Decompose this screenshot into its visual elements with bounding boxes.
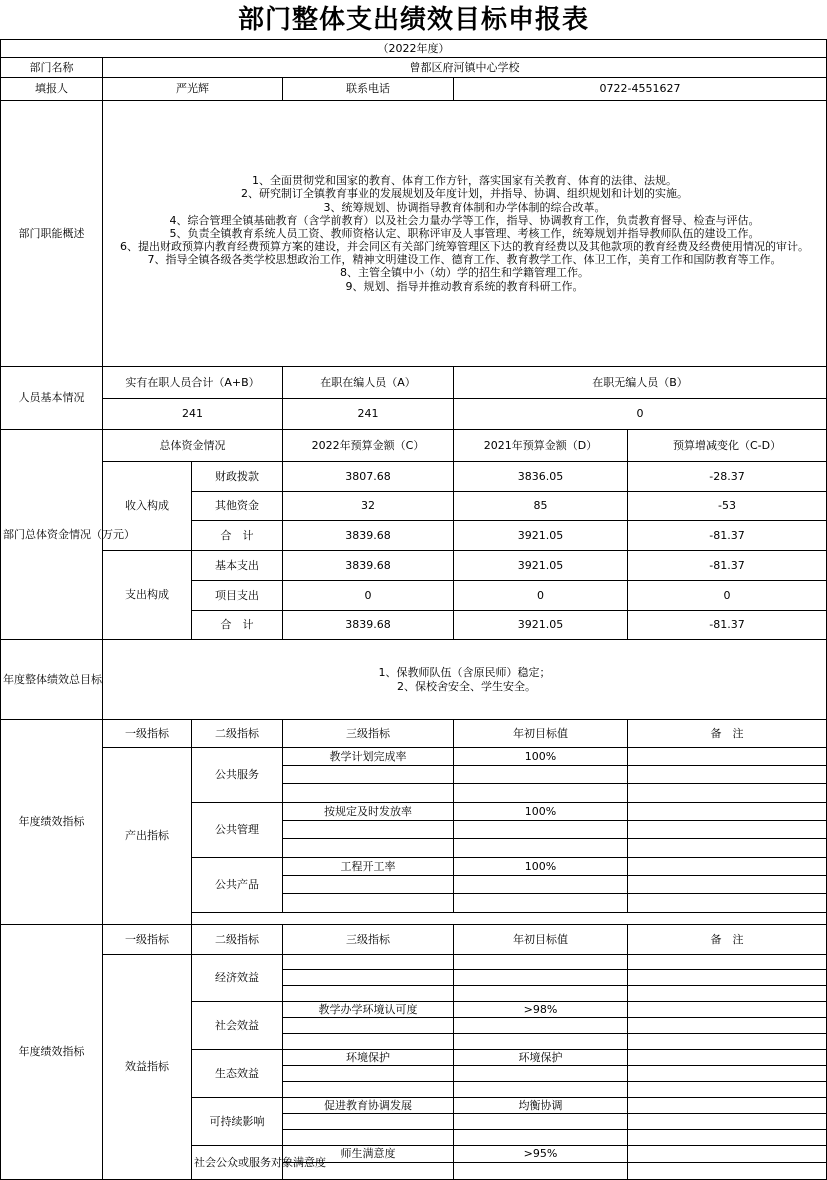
perf2-l2: 经济效益: [192, 955, 283, 1002]
funds-2021-header: 2021年预算金额（D）: [454, 430, 628, 462]
perf1-note[interactable]: [628, 766, 827, 784]
duty-line: 1、全面贯彻党和国家的教育、体育工作方针，落实国家有关教育、体育的法律、法规。: [252, 174, 678, 188]
perf1-l2: 公共管理: [192, 803, 283, 858]
dept-name-value[interactable]: 曾都区府河镇中心学校: [103, 58, 827, 78]
perf2-l3[interactable]: [283, 955, 454, 970]
staff-total-header: 实有在职人员合计（A+B）: [103, 367, 283, 399]
staff-label: 人员基本情况: [1, 367, 103, 430]
perf1-target[interactable]: [454, 839, 628, 858]
funds-label: 部门总体资金情况（万元）: [1, 430, 103, 640]
perf1-l1-header: 一级指标: [103, 720, 192, 748]
perf2-note[interactable]: [628, 955, 827, 970]
perf2-target[interactable]: [454, 1034, 628, 1050]
perf2-target[interactable]: >98%: [454, 1002, 628, 1018]
perf1-note[interactable]: [628, 784, 827, 803]
funds-change-header: 预算增减变化（C-D）: [628, 430, 827, 462]
staff-a-value[interactable]: 241: [283, 399, 454, 430]
perf2-target[interactable]: >95%: [454, 1146, 628, 1163]
filler-value[interactable]: 严光辉: [103, 78, 283, 101]
perf2-target[interactable]: [454, 1114, 628, 1130]
perf2-target[interactable]: 均衡协调: [454, 1098, 628, 1114]
funds-value-2022[interactable]: 3839.68: [283, 611, 454, 640]
perf1-l3[interactable]: 工程开工率: [283, 858, 454, 876]
staff-b-value[interactable]: 0: [454, 399, 827, 430]
funds-value-2022[interactable]: 3839.68: [283, 551, 454, 581]
annual-goal-label: 年度整体绩效总目标: [1, 640, 103, 720]
perf2-target[interactable]: [454, 986, 628, 1002]
perf2-target[interactable]: [454, 1018, 628, 1034]
funds-value-2022[interactable]: 3839.68: [283, 521, 454, 551]
funds-item: 项目支出: [192, 581, 283, 611]
funds-overall-header: 总体资金情况: [103, 430, 283, 462]
funds-value-change[interactable]: -81.37: [628, 611, 827, 640]
perf2-note[interactable]: [628, 1098, 827, 1114]
perf1-target[interactable]: [454, 766, 628, 784]
funds-value-change[interactable]: -81.37: [628, 551, 827, 581]
duties-label: 部门职能概述: [1, 101, 103, 367]
perf1-l2: 公共服务: [192, 748, 283, 803]
perf1-note[interactable]: [628, 858, 827, 876]
year-label: （2022年度）: [1, 40, 827, 58]
funds-value-change[interactable]: -53: [628, 492, 827, 521]
perf2-l3-header: 三级指标: [283, 925, 454, 955]
perf1-target[interactable]: [454, 894, 628, 913]
perf2-note[interactable]: [628, 1130, 827, 1146]
perf1-l2-header: 二级指标: [192, 720, 283, 748]
perf2-l3[interactable]: 促进教育协调发展: [283, 1098, 454, 1114]
perf1-target[interactable]: [454, 821, 628, 839]
perf2-l2-header: 二级指标: [192, 925, 283, 955]
duty-line: 6、提出财政预算内教育经费预算方案的建设，并会同区有关部门统筹管理区下达的教育经费以及其他款项的教育经费及经费使用情况的审计。: [120, 240, 810, 254]
perf2-target[interactable]: [454, 1066, 628, 1082]
perf1-note[interactable]: [628, 876, 827, 894]
perf2-note[interactable]: [628, 1018, 827, 1034]
perf2-note[interactable]: [628, 986, 827, 1002]
funds-value-2022[interactable]: 0: [283, 581, 454, 611]
duty-line: 4、综合管理全镇基础教育（含学前教育）以及社会力量办学等工作，指导、协调教育工作，负责教育督导、检查与评估。: [169, 213, 760, 227]
perf2-l2: 生态效益: [192, 1050, 283, 1098]
funds-2022-header: 2022年预算金额（C）: [283, 430, 454, 462]
perf2-l3[interactable]: [283, 1114, 454, 1130]
perf1-l3[interactable]: [283, 894, 454, 913]
perf2-note[interactable]: [628, 1082, 827, 1098]
funds-value-2022[interactable]: 3807.68: [283, 462, 454, 492]
perf1-target[interactable]: 100%: [454, 748, 628, 766]
filler-label: 填报人: [1, 78, 103, 101]
perf1-target[interactable]: [454, 876, 628, 894]
perf2-note[interactable]: [628, 1163, 827, 1180]
funds-value-2021[interactable]: 3836.05: [454, 462, 628, 492]
funds-value-2021[interactable]: 3921.05: [454, 551, 628, 581]
duty-line: 8、主管全镇中小（幼）学的招生和学籍管理工作。: [340, 266, 590, 280]
perf2-l3[interactable]: [283, 970, 454, 986]
annual-goal-text[interactable]: [103, 640, 827, 720]
perf2-target[interactable]: [454, 955, 628, 970]
funds-value-2021[interactable]: 0: [454, 581, 628, 611]
perf2-note[interactable]: [628, 1050, 827, 1066]
perf1-spacer-row: [192, 913, 827, 925]
perf1-target[interactable]: [454, 784, 628, 803]
duty-line: 2、研究制订全镇教育事业的发展规划及年度计划，并指导、协调、组织规划和计划的实施。: [241, 187, 689, 201]
funds-value-2021[interactable]: 3921.05: [454, 521, 628, 551]
perf1-target-header: 年初目标值: [454, 720, 628, 748]
perf1-note[interactable]: [628, 803, 827, 821]
duty-line: 5、负责全镇教育系统人员工资、教师资格认定、职称评审及人事管理、考核工作，统筹规划并指导教师队伍的建设工作。: [169, 226, 760, 240]
form-table: [0, 39, 827, 1180]
perf2-target[interactable]: [454, 1163, 628, 1180]
perf2-l3[interactable]: [283, 1066, 454, 1082]
perf2-l2: 社会公众或服务对象满意度: [192, 1146, 283, 1180]
perf1-l3-header: 三级指标: [283, 720, 454, 748]
perf2-l3[interactable]: [283, 1082, 454, 1098]
duties-text[interactable]: [103, 101, 827, 367]
perf2-l3[interactable]: [283, 1018, 454, 1034]
perf1-l3[interactable]: 教学计划完成率: [283, 748, 454, 766]
perf2-l1: 效益指标: [103, 955, 192, 1180]
duty-line: 7、指导全镇各级各类学校思想政治工作，精神文明建设工作、德育工作、教育教学工作、体卫工作，美育工作和国防教育等工作。: [147, 253, 782, 267]
funds-item: 其他资金: [192, 492, 283, 521]
staff-total-value[interactable]: 241: [103, 399, 283, 430]
funds-value-2022[interactable]: 32: [283, 492, 454, 521]
funds-value-change[interactable]: -28.37: [628, 462, 827, 492]
funds-value-2021[interactable]: 3921.05: [454, 611, 628, 640]
perf1-target[interactable]: 100%: [454, 858, 628, 876]
duty-line: 9、规划、指导并推动教育系统的教育科研工作。: [345, 279, 584, 293]
perf2-note[interactable]: [628, 970, 827, 986]
perf1-l3[interactable]: [283, 839, 454, 858]
perf2-l3[interactable]: [283, 986, 454, 1002]
funds-item: 基本支出: [192, 551, 283, 581]
expense-label: 支出构成: [103, 551, 192, 640]
perf1-note[interactable]: [628, 839, 827, 858]
perf2-note[interactable]: [628, 1034, 827, 1050]
funds-value-change[interactable]: -81.37: [628, 521, 827, 551]
perf1-note[interactable]: [628, 821, 827, 839]
perf2-l2: 可持续影响: [192, 1098, 283, 1146]
funds-item: 财政拨款: [192, 462, 283, 492]
funds-item: 合 计: [192, 611, 283, 640]
perf2-l3[interactable]: 环境保护: [283, 1050, 454, 1066]
perf2-note[interactable]: [628, 1066, 827, 1082]
perf1-target[interactable]: 100%: [454, 803, 628, 821]
perf2-note[interactable]: [628, 1002, 827, 1018]
perf2-target-header: 年初目标值: [454, 925, 628, 955]
perf2-l3[interactable]: [283, 1034, 454, 1050]
perf2-target[interactable]: [454, 970, 628, 986]
perf2-l1-header: 一级指标: [103, 925, 192, 955]
perf1-l3[interactable]: [283, 784, 454, 803]
perf1-l3[interactable]: [283, 821, 454, 839]
phone-value[interactable]: 0722-4551627: [454, 78, 827, 101]
perf2-note[interactable]: [628, 1114, 827, 1130]
perf2-l3[interactable]: 师生满意度: [283, 1146, 454, 1163]
perf1-note[interactable]: [628, 748, 827, 766]
perf2-target[interactable]: [454, 1130, 628, 1146]
form-title: 部门整体支出绩效目标申报表: [0, 0, 827, 40]
perf1-l3[interactable]: [283, 766, 454, 784]
staff-a-header: 在职在编人员（A）: [283, 367, 454, 399]
perf2-target[interactable]: [454, 1082, 628, 1098]
perf1-note[interactable]: [628, 894, 827, 913]
perf1-label: 年度绩效指标: [1, 720, 103, 925]
goal-line: 1、保教师队伍（含原民师）稳定；: [378, 666, 551, 680]
income-label: 收入构成: [103, 462, 192, 551]
funds-value-2021[interactable]: 85: [454, 492, 628, 521]
goal-line: 2、保校舍安全、学生安全。: [397, 679, 537, 693]
perf2-note-header: 备 注: [628, 925, 827, 955]
perf1-l1: 产出指标: [103, 748, 192, 925]
perf2-l3[interactable]: [283, 1130, 454, 1146]
funds-value-change[interactable]: 0: [628, 581, 827, 611]
perf1-note-header: 备 注: [628, 720, 827, 748]
funds-item: 合 计: [192, 521, 283, 551]
perf1-l2: 公共产品: [192, 858, 283, 913]
perf1-l3[interactable]: [283, 876, 454, 894]
perf2-l3[interactable]: 教学办学环境认可度: [283, 1002, 454, 1018]
staff-b-header: 在职无编人员（B）: [454, 367, 827, 399]
phone-label: 联系电话: [283, 78, 454, 101]
perf2-target[interactable]: 环境保护: [454, 1050, 628, 1066]
duty-line: 3、统筹规划、协调指导教育体制和办学体制的综合改革。: [323, 200, 606, 214]
perf2-l2: 社会效益: [192, 1002, 283, 1050]
perf1-l3[interactable]: 按规定及时发放率: [283, 803, 454, 821]
dept-name-label: 部门名称: [1, 58, 103, 78]
perf2-note[interactable]: [628, 1146, 827, 1163]
perf2-label: 年度绩效指标: [1, 925, 103, 1180]
